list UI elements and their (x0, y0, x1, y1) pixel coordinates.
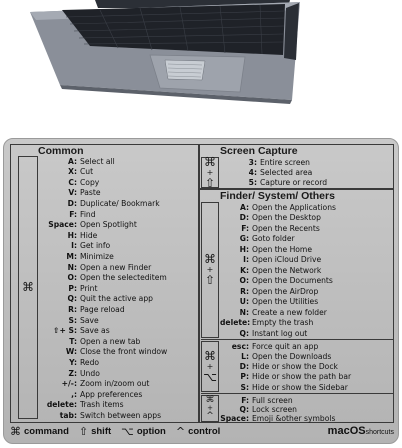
shortcut-key: +/-: (61, 379, 77, 389)
shortcut-key: 5: (248, 178, 257, 188)
shortcut-description: Select all (80, 156, 115, 166)
shortcut-row (40, 326, 110, 336)
shortcut-description: Open the Network (252, 265, 322, 275)
shortcut-key: tab: (59, 410, 77, 420)
shortcut-key: F: (241, 395, 249, 405)
shortcut-key: A: (239, 202, 249, 212)
modifier-legend (10, 423, 394, 439)
shortcut-key: H: (239, 244, 249, 254)
shortcut-key: G: (239, 234, 249, 243)
shortcut-description: Print (80, 283, 98, 293)
shortcut-row (40, 368, 100, 378)
shortcut-key: P: (240, 372, 249, 382)
shift-key-icon: ⇧ (204, 175, 216, 190)
shortcut-row (220, 328, 307, 338)
shortcut-description: Instant log out (252, 328, 308, 338)
shortcut-key: Q: (67, 294, 77, 304)
shortcut-key: L: (241, 351, 249, 361)
shortcut-row (40, 283, 97, 293)
shortcut-description: Open iCloud Drive (252, 255, 322, 264)
shift-key-icon: ⇧ (78, 424, 89, 438)
screen-capture-modifier-column (201, 154, 219, 190)
brand-suffix: shortcuts (365, 429, 394, 436)
screen-capture-title: Screen Capture (220, 145, 298, 157)
command-key-icon: ⌘ (22, 280, 34, 294)
shortcut-key: F: (241, 223, 249, 233)
shortcut-description: Open the Utilities (252, 297, 319, 306)
shortcut-description: Open the selecteditem (80, 273, 167, 283)
shortcut-row (220, 307, 327, 317)
command-key-icon: ⌘ (204, 252, 216, 266)
shortcut-row (40, 188, 101, 198)
shortcut-key: I: (71, 241, 77, 251)
legend-command (10, 425, 69, 438)
shortcut-row (40, 251, 114, 261)
shortcut-key: N: (67, 262, 77, 272)
shortcut-description: App preferences (80, 389, 143, 399)
shortcut-description: Open the Applications (252, 202, 336, 212)
shortcut-row (220, 244, 312, 254)
shortcut-key: Y: (69, 357, 77, 367)
shortcut-row (220, 286, 318, 296)
shortcut-row (220, 382, 348, 392)
laptop-photo (0, 0, 402, 125)
shortcut-description: Open the Desktop (252, 213, 321, 222)
shortcut-description: Switch between apps (80, 410, 162, 420)
shortcut-row (40, 347, 167, 357)
shortcut-row (40, 379, 149, 389)
shortcut-row (220, 213, 321, 223)
shortcut-description: Undo (80, 368, 100, 378)
shortcut-description: Open the AirDrop (252, 286, 319, 296)
shortcut-description: Paste (80, 188, 101, 198)
shortcut-key: W: (65, 347, 77, 357)
shortcut-description: Hide or show the Sidebar (252, 382, 348, 392)
shortcut-key: P: (68, 283, 77, 293)
shortcut-description: Capture or record (260, 178, 328, 188)
control-key-icon: ^ (175, 424, 186, 438)
plus-sign: + (206, 361, 214, 371)
shortcut-row (220, 157, 310, 167)
shortcut-row (220, 351, 331, 361)
shortcut-key: X: (68, 167, 77, 177)
shortcut-row (40, 156, 115, 166)
shortcut-row (220, 297, 318, 307)
shortcut-key: F: (69, 209, 77, 219)
shortcut-row (40, 167, 93, 177)
shortcut-description: Quit the active app (80, 294, 153, 304)
shortcut-key: Q: (239, 404, 249, 414)
shortcut-row (40, 198, 160, 208)
shortcut-description: Get info (80, 241, 111, 251)
shortcut-description: Open a new tab (80, 336, 141, 346)
shortcut-key: Space: (220, 414, 249, 424)
common-title: Common (38, 145, 84, 157)
shortcut-description: Trash items (80, 400, 124, 410)
shortcut-row (40, 294, 153, 304)
shortcut-key: K: (240, 265, 249, 275)
command-key-icon: ⌘ (205, 395, 215, 405)
laptop-illustration (0, 0, 402, 125)
shortcut-description: Hide or show the Dock (252, 362, 338, 372)
shortcut-key: D: (67, 198, 77, 208)
shortcut-key: C: (68, 177, 77, 187)
shortcut-description: Empty the trash (252, 318, 314, 327)
shortcut-description: Minimize (80, 251, 114, 261)
shortcut-description: Save (80, 315, 99, 325)
plus-sign: + (206, 167, 214, 177)
shortcut-key: R: (240, 286, 249, 296)
shortcut-key: D: (239, 362, 249, 372)
shortcut-row (40, 262, 151, 272)
common-modifier-column (18, 156, 38, 419)
shortcut-key: 3: (248, 157, 257, 167)
shortcut-row (220, 255, 321, 265)
shortcut-key: Z: (68, 368, 77, 378)
brand-logo (328, 425, 394, 437)
brand-name: macOS (327, 425, 366, 437)
shortcut-key: esc: (231, 341, 249, 351)
finder-divider-1 (201, 339, 394, 340)
shortcut-description: Hide (80, 230, 98, 240)
legend-control (176, 425, 220, 438)
shortcut-description: Open the Downloads (252, 351, 332, 361)
shortcut-description: Open Spotlight (80, 220, 137, 230)
legend-command-label: command (24, 425, 69, 437)
shortcut-row (40, 389, 142, 399)
shortcut-description: Save as (80, 326, 110, 336)
shortcut-key: A: (67, 156, 77, 166)
shortcut-row (220, 362, 338, 372)
shortcut-row (220, 234, 295, 244)
shortcut-description: Full screen (252, 395, 293, 405)
shortcut-row (40, 304, 125, 314)
command-key-icon: ⌘ (10, 424, 21, 438)
shortcut-description: Copy (80, 177, 100, 187)
shortcut-description: Zoom in/zoom out (80, 379, 150, 389)
shortcut-key: I: (243, 255, 249, 264)
shortcut-description: Goto folder (252, 234, 295, 243)
shortcut-description: Open a new Finder (80, 262, 152, 272)
finder-group2-modifier-column (201, 341, 219, 392)
shortcut-description: Close the front window (80, 347, 168, 357)
shortcut-row (40, 220, 137, 230)
command-key-icon: ⌘ (204, 154, 216, 169)
shortcut-row (40, 177, 99, 187)
finder-group1-modifier-column (201, 202, 219, 338)
shortcut-row (40, 357, 99, 367)
shortcut-row (220, 318, 313, 328)
plus-sign: + (206, 265, 214, 274)
shortcut-key: 4: (248, 167, 257, 177)
shortcut-description: Force quit an app (252, 341, 319, 351)
shortcut-row (40, 410, 161, 420)
command-key-icon: ⌘ (204, 348, 216, 363)
shortcut-key: Q: (239, 328, 249, 338)
option-key-icon: ⌥ (121, 424, 134, 438)
shortcut-description: Create a new folder (252, 307, 327, 317)
shortcut-row (40, 400, 124, 410)
shortcut-row (220, 372, 351, 382)
shortcut-description: Hide or show the path bar (252, 372, 352, 382)
shortcut-row (40, 315, 99, 325)
shortcut-description: Entire screen (260, 157, 310, 167)
shortcut-row (40, 273, 167, 283)
shortcut-key: S: (240, 382, 249, 392)
finder-group3-modifier-column (201, 395, 219, 422)
shift-key-icon: ⇧ (204, 273, 216, 287)
shortcut-row (220, 223, 320, 233)
shortcut-key: H: (67, 230, 77, 240)
finder-divider-2 (201, 393, 394, 394)
shortcut-key: O: (239, 276, 249, 285)
shortcut-description: Selected area (260, 167, 313, 177)
shortcut-key: Space: (48, 220, 77, 230)
shortcut-key: M: (66, 251, 77, 261)
shortcut-description: Duplicate/ Bookmark (80, 198, 160, 208)
shortcut-row (220, 167, 312, 177)
shortcut-key: R: (68, 304, 77, 314)
shortcut-key: ,: (71, 389, 77, 399)
shortcut-key: N: (239, 307, 249, 317)
shortcut-key: O: (67, 273, 77, 283)
shortcut-sticker (3, 138, 399, 444)
shortcut-row (40, 336, 140, 346)
shortcut-row (220, 341, 318, 351)
legend-shift (79, 425, 111, 438)
shortcut-key: delete: (46, 400, 77, 410)
shortcut-row (220, 276, 333, 286)
legend-shift-label: shift (91, 425, 112, 437)
legend-option-label: option (136, 425, 166, 437)
shortcut-description: Emoji &other symbols (252, 414, 336, 424)
shortcut-key: U: (239, 297, 249, 306)
legend-control-label: control (188, 425, 221, 437)
shortcut-description: Page reload (80, 304, 125, 314)
shortcut-row (220, 265, 321, 275)
shortcut-description: Find (80, 209, 96, 219)
plus-sign: + (207, 404, 213, 412)
shortcut-row (40, 241, 110, 251)
shortcut-row (220, 178, 327, 188)
shortcut-description: Open the Documents (252, 276, 333, 285)
shortcut-row (40, 209, 96, 219)
shortcut-row (220, 202, 336, 212)
control-key-icon: ^ (206, 411, 214, 421)
shortcut-description: Cut (80, 167, 94, 177)
legend-option (121, 425, 166, 438)
shortcut-description: Open the Home (252, 244, 312, 254)
shortcut-row (40, 230, 97, 240)
option-key-icon: ⌥ (203, 369, 217, 384)
shortcut-key: V: (68, 188, 77, 198)
shortcut-description: Open the Recents (252, 223, 320, 233)
shortcut-key: T: (69, 336, 77, 346)
shortcut-key: ⇧+ S: (53, 326, 77, 336)
finder-title: Finder/ System/ Others (220, 190, 335, 202)
shortcut-key: D: (239, 213, 249, 222)
shortcut-key: S: (68, 315, 77, 325)
shortcut-description: Lock screen (252, 404, 297, 414)
shortcut-description: Redo (80, 357, 100, 367)
shortcut-key: delete: (220, 318, 251, 327)
